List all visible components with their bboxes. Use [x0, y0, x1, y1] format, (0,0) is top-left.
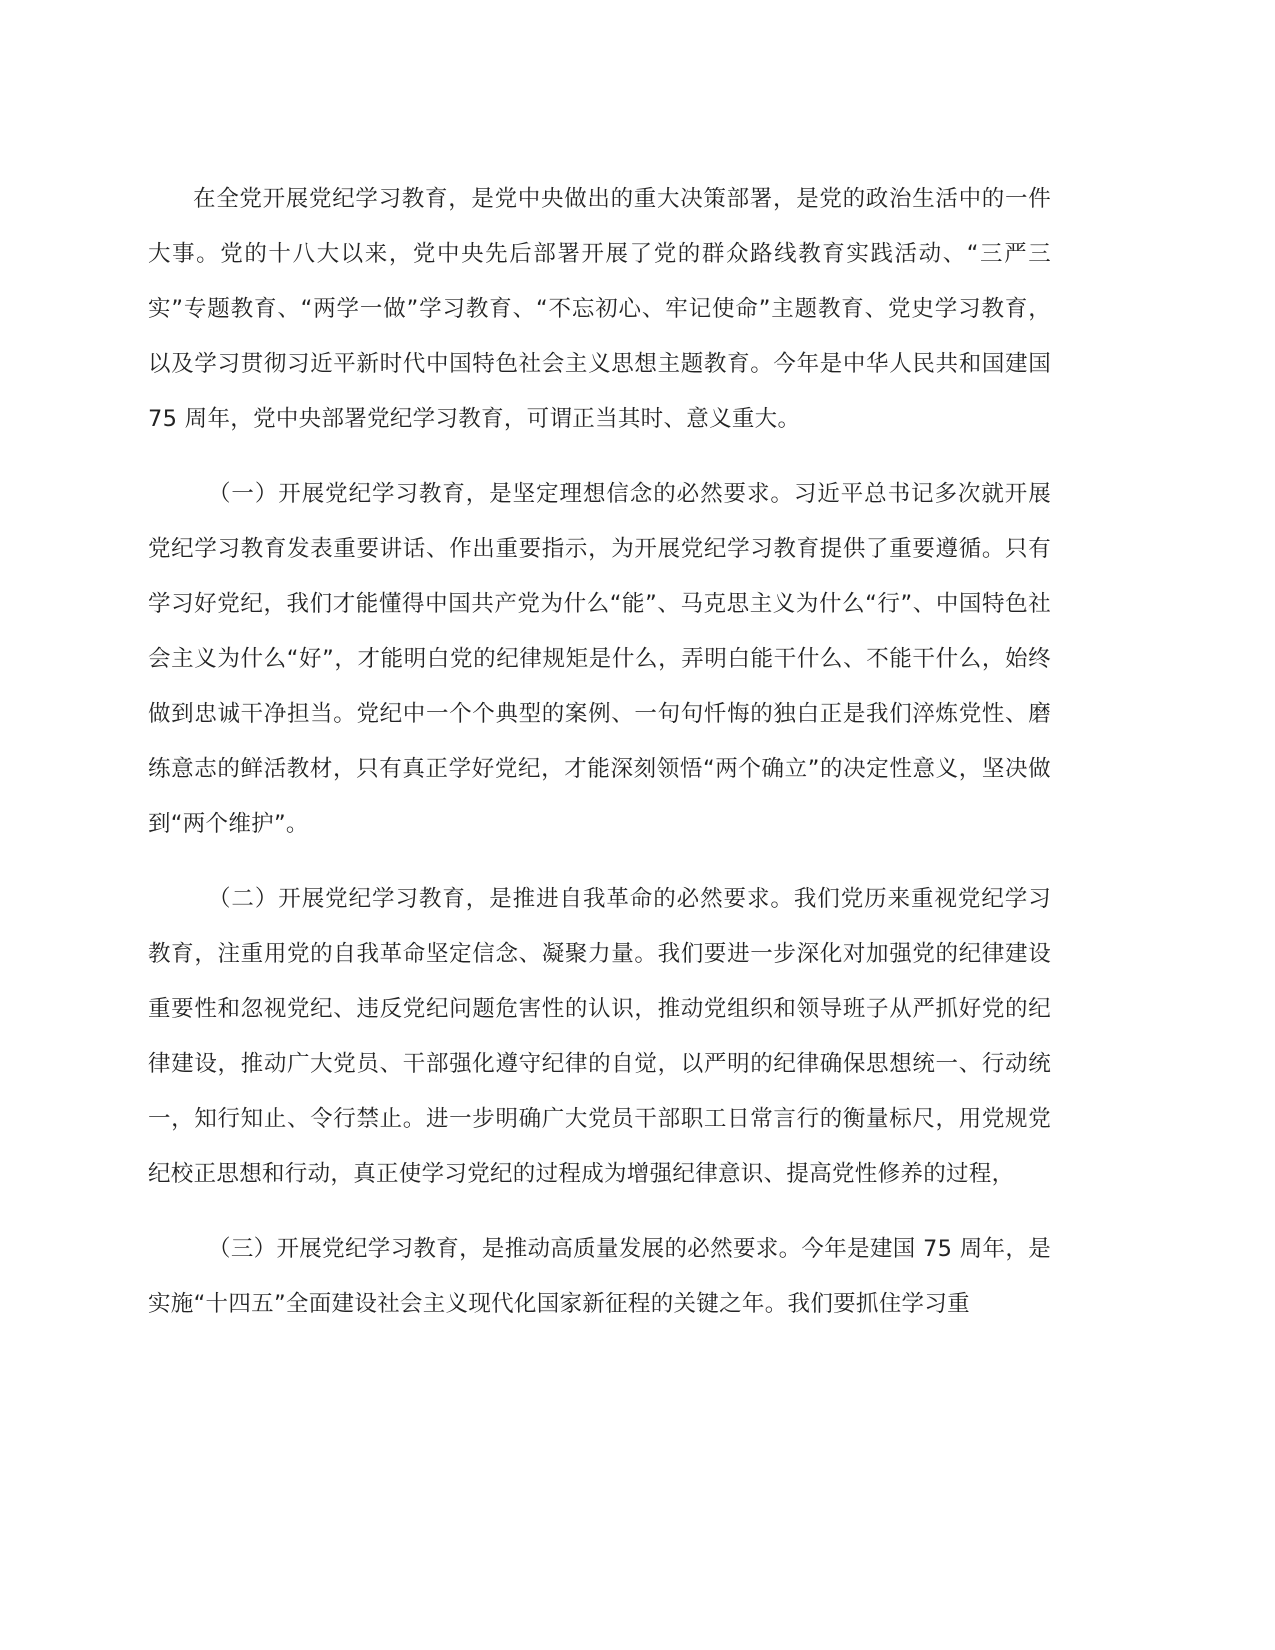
paragraph-section-2: （二）开展党纪学习教育，是推进自我革命的必然要求。我们党历来重视党纪学习教育，注重用党的自我革命坚定信念、凝聚力量。我们要进一步深化对加强党的纪律建设重要性和忽视党纪、违反党纪问题危害性的认识，推动党组织和领导班子从严抓好党的纪律建设，推动广大党员、干部强化遵守纪律的自觉，以严明的纪律确保思想统一、行动统一，知行知止、令行禁止。进一步明确广大党员干部职工日常言行的衡量标尺，用党规党纪校正思想和行动，真正使学习党纪的过程成为增强纪律意识、提高党性修养的过程，: [148, 886, 1051, 1187]
document-body: [148, 172, 1051, 1352]
paragraph-section-3: （三）开展党纪学习教育，是推动高质量发展的必然要求。今年是建国 75 周年，是实施“十四五”全面建设社会主义现代化国家新征程的关键之年。我们要抓住学习重: [148, 1236, 1051, 1317]
paragraph-intro: 在全党开展党纪学习教育，是党中央做出的重大决策部署，是党的政治生活中的一件大事。党的十八大以来，党中央先后部署开展了党的群众路线教育实践活动、“三严三实”专题教育、“两学一做”学习教育、“不忘初心、牢记使命”主题教育、党史学习教育，以及学习贯彻习近平新时代中国特色社会主义思想主题教育。今年是中华人民共和国建国 75 周年，党中央部署党纪学习教育，可谓正当其时、意义重大。: [148, 186, 1051, 432]
paragraph-section-1: （一）开展党纪学习教育，是坚定理想信念的必然要求。习近平总书记多次就开展党纪学习教育发表重要讲话、作出重要指示，为开展党纪学习教育提供了重要遵循。只有学习好党纪，我们才能懂得中国共产党为什么“能”、马克思主义为什么“行”、中国特色社会主义为什么“好”，才能明白党的纪律规矩是什么，弄明白能干什么、不能干什么，始终做到忠诚干净担当。党纪中一个个典型的案例、一句句忏悔的独白正是我们淬炼党性、磨练意志的鲜活教材，只有真正学好党纪，才能深刻领悟“两个确立”的决定性意义，坚决做到“两个维护”。: [148, 481, 1051, 837]
